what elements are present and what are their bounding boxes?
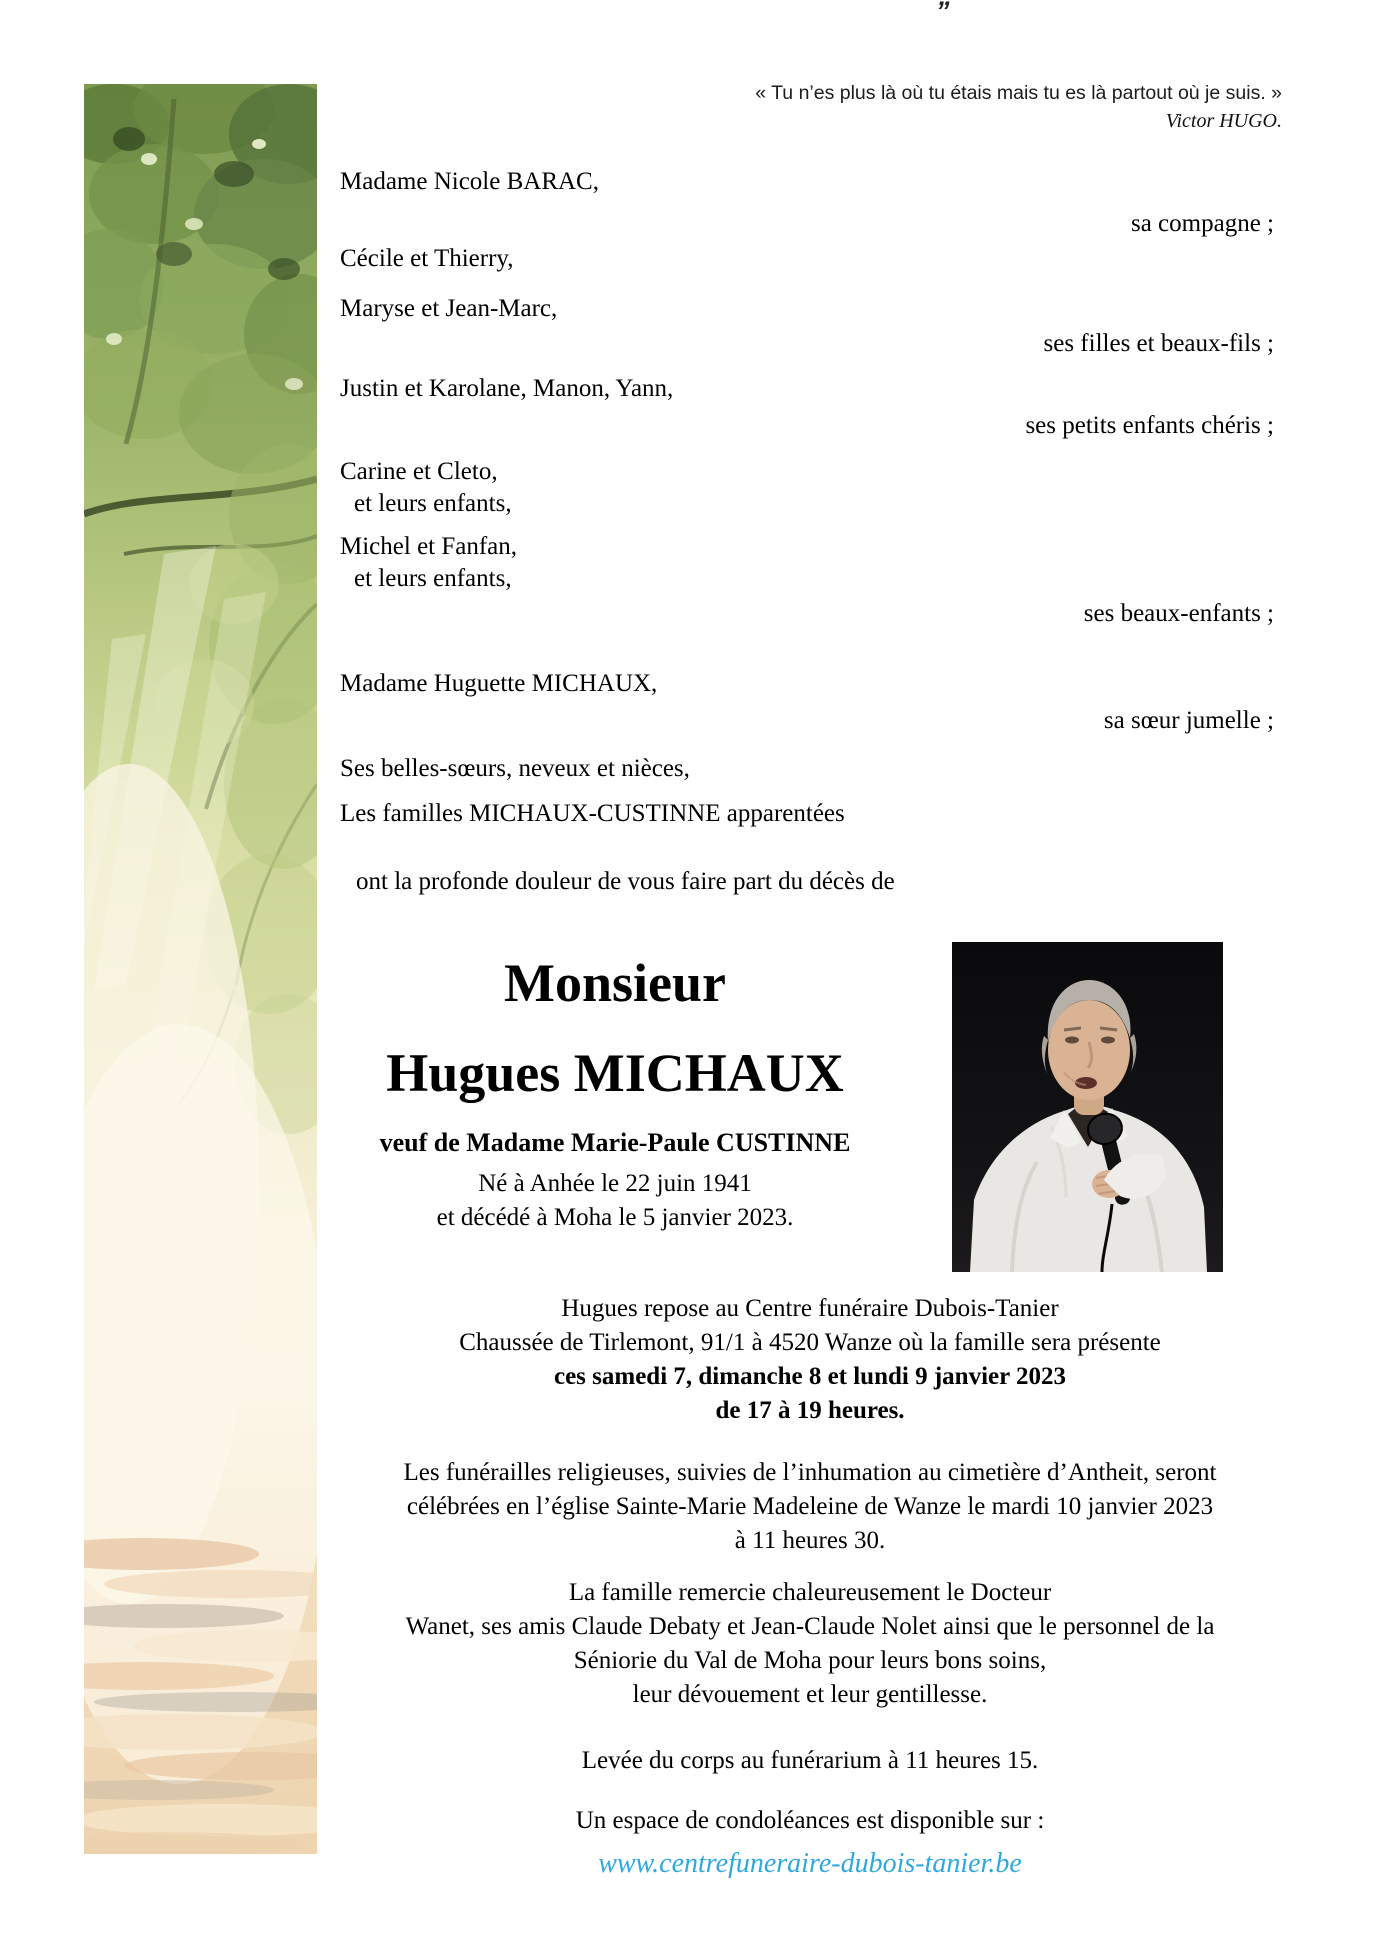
levee-line: Levée du corps au funérarium à 11 heures 15. (581, 1747, 1039, 1774)
family-line: Carine et Cleto, (340, 458, 498, 485)
family-line: Maryse et Jean-Marc, (340, 295, 558, 322)
condolences-line: Un espace de condoléances est disponible sur : (575, 1807, 1045, 1834)
family-line: Michel et Fanfan, (340, 533, 518, 560)
widower-line: veuf de Madame Marie-Paule CUSTINNE (379, 1128, 851, 1157)
family-line: et leurs enfants, (354, 565, 512, 592)
deceased-name: Hugues MICHAUX (386, 1043, 844, 1103)
thanks-line: Séniorie du Val de Moha pour leurs bons soins, (573, 1647, 1047, 1674)
funeral-paragraph (340, 1456, 1280, 1558)
wake-hours-line: de 17 à 19 heures. (715, 1397, 905, 1424)
thanks-line: La famille remercie chaleureusement le Docteur (568, 1579, 1052, 1606)
condolence-website-link[interactable]: www.centrefuneraire-dubois-tanier.be (598, 1848, 1022, 1879)
family-line: Cécile et Thierry, (340, 245, 514, 272)
wake-paragraph (340, 1292, 1280, 1428)
quote-attribution: Victor HUGO. (1165, 110, 1282, 132)
funeral-line: à 11 heures 30. (734, 1527, 886, 1554)
thanks-line: leur dévouement et leur gentillesse. (632, 1681, 988, 1708)
relation-label: sa sœur jumelle ; (1103, 707, 1274, 734)
relation-label: ses beaux-enfants ; (1083, 600, 1274, 627)
funeral-line: célébrées en l’église Sainte-Marie Madeleine de Wanze le mardi 10 janvier 2023 (406, 1493, 1214, 1520)
family-line: Les familles MICHAUX-CUSTINNE apparentées (340, 800, 845, 827)
relation-label: sa compagne ; (1130, 210, 1274, 237)
family-line: Ses belles-sœurs, neveux et nièces, (340, 755, 690, 782)
thanks-paragraph (340, 1576, 1280, 1712)
thanks-line: Wanet, ses amis Claude Debaty et Jean-Claude Nolet ainsi que le personnel de la (405, 1613, 1215, 1640)
memorial-quote: « Tu n’es plus là où tu étais mais tu es là partout où je suis. » (755, 82, 1282, 104)
decorative-quote-icon: ” (936, 0, 950, 26)
family-line: Madame Nicole BARAC, (340, 168, 599, 195)
funeral-line: Les funérailles religieuses, suivies de l’inhumation au cimetière d’Antheit, seront (403, 1459, 1217, 1486)
relation-label: ses petits enfants chéris ; (1025, 412, 1274, 439)
wake-line: Hugues repose au Centre funéraire Dubois-Tanier (561, 1295, 1059, 1322)
relation-label: ses filles et beaux-fils ; (1043, 330, 1274, 357)
family-line: et leurs enfants, (354, 490, 512, 517)
wake-line: Chaussée de Tirlemont, 91/1 à 4520 Wanze où la famille sera présente (459, 1329, 1161, 1356)
forest-path-image (84, 84, 317, 1854)
foliage-top (84, 84, 317, 474)
announcement-line: ont la profonde douleur de vous faire part du décès de (356, 868, 895, 895)
birth-line: Né à Anhée le 22 juin 1941 (478, 1170, 752, 1197)
family-line: Justin et Karolane, Manon, Yann, (340, 375, 674, 402)
deceased-portrait-photo (952, 942, 1223, 1272)
deceased-title: Monsieur (504, 953, 726, 1013)
death-line: et décédé à Moha le 5 janvier 2023. (436, 1204, 794, 1231)
wake-dates-line: ces samedi 7, dimanche 8 et lundi 9 janvier 2023 (553, 1363, 1067, 1390)
family-line: Madame Huguette MICHAUX, (340, 670, 658, 697)
